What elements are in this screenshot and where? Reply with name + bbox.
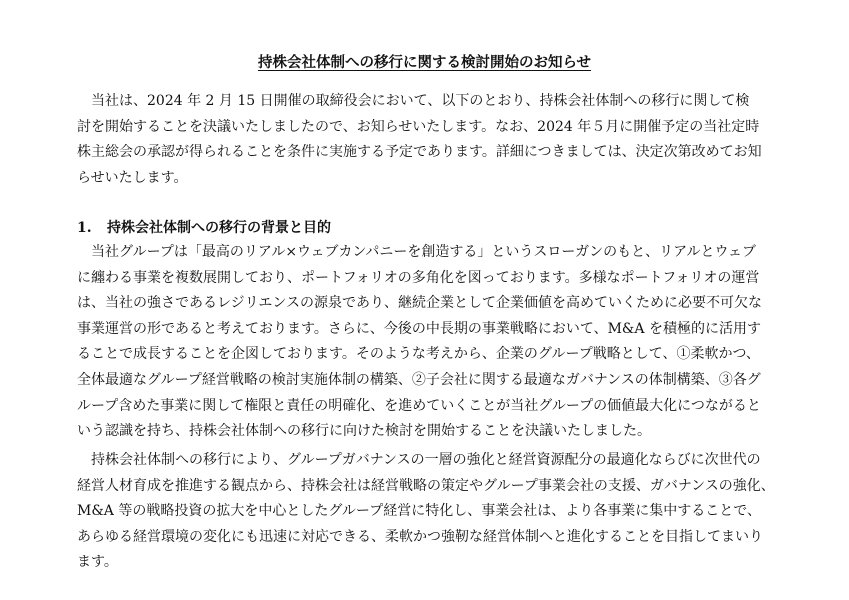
paragraph-line: 持株会社体制への移行により、グループガバナンスの一層の強化と経営資源配分の最適化ならびに次世代の (91, 452, 761, 468)
intro-line: 討を開始することを決議いたしましたので、お知らせいたします。なお、2024 年５月に開催予定の当社定時 (77, 118, 760, 135)
intro-line: らせいたします。 (77, 169, 188, 186)
paragraph-line: いう認識を持ち、持株会社体制への移行に向けた検討を開始することを決議いたしました。 (77, 423, 651, 440)
paragraph-line: ることで成長することを企図しております。そのような考えから、企業のグループ戦略として、①柔軟かつ、 (77, 346, 760, 363)
paragraph-line: ループ含めた事業に関して権限と責任の明確化、を進めていくことが当社グループの価値最大化につながると (77, 397, 761, 414)
paragraph-line: あらゆる経営環境の変化にも迅速に対応できる、柔軟かつ強靭な経営体制へと進化することを目指してまいり (77, 528, 763, 545)
background-paragraph (77, 240, 777, 445)
paragraph-line: 事業運営の形であると考えております。さらに、今後の中長期の事業戦略において、M&A を積極的に活用す (77, 320, 761, 337)
section-number: 1. (77, 220, 92, 236)
purpose-paragraph (77, 448, 777, 576)
paragraph-line: 全体最適なグループ経営戦略の検討実施体制の構築、②子会社に関する最適なガバナンスの体制構築、③各グ (77, 371, 761, 388)
section-heading (77, 218, 331, 238)
intro-line: 当社は、2024 年 2 月 15 日開催の取締役会において、以下のとおり、持株会社体制への移行に関して検 (91, 93, 750, 109)
paragraph-line: M&A 等の戦略投資の拡大を中心としたグループ経営に特化し、事業会社は、より各事業に集中することで、 (77, 503, 761, 520)
section-heading-text: 持株会社体制への移行の背景と目的 (107, 220, 331, 236)
paragraph-line: に纏わる事業を複数展開しており、ポートフォリオの多角化を図っております。多様なポートフォリオの運営 (77, 269, 760, 286)
intro-paragraph (77, 89, 777, 191)
document-title-text: 持株会社体制への移行に関する検討開始のお知らせ (257, 53, 592, 71)
paragraph-line: 当社グループは「最高のリアル×ウェブカンパニーを創造する」というスローガンのもと、リアルとウェブ (91, 244, 756, 260)
paragraph-line: は、当社の強さであるレジリエンスの源泉であり、継続企業として企業価値を高めていくために必要不可欠な (77, 295, 762, 312)
intro-line: 株主総会の承認が得られることを条件に実施する予定であります。詳細につきましては、決定次第改めてお知 (77, 144, 762, 161)
paragraph-line: ます。 (77, 554, 118, 571)
document-title (0, 54, 849, 72)
paragraph-line: 経営人材育成を推進する観点から、持株会社は経営戦略の策定やグループ事業会社の支援、ガバナンスの強化、 (77, 477, 775, 494)
